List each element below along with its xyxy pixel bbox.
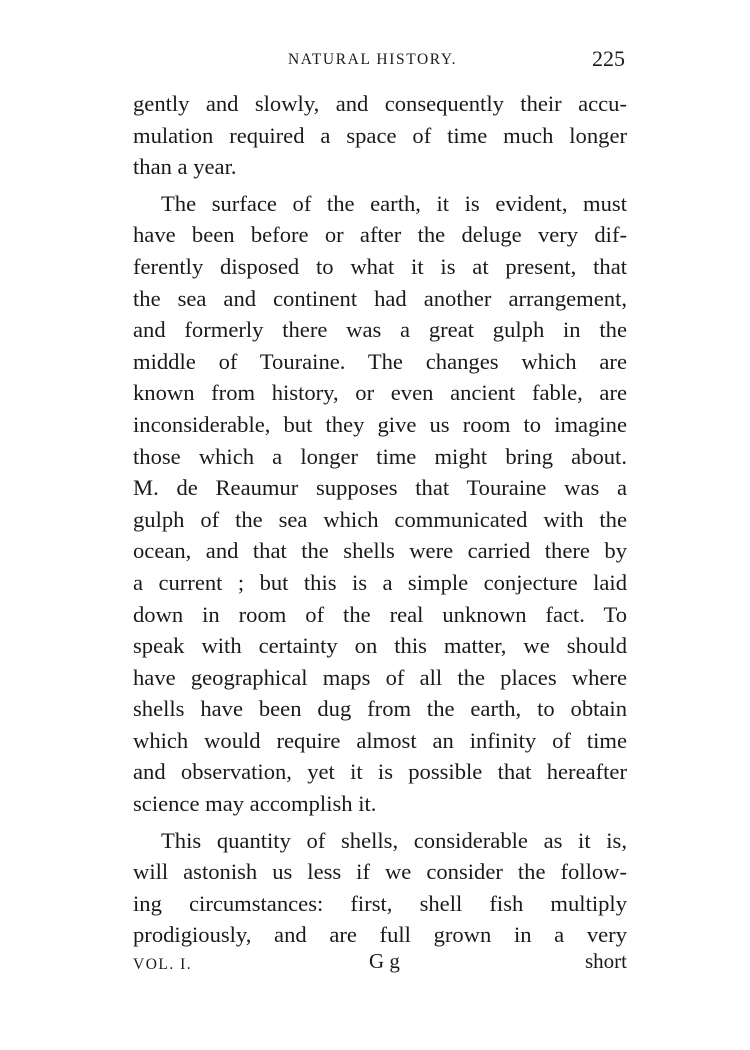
text-line: will astonish us less if we consider the follow- xyxy=(133,859,627,885)
text-line: gulph of the sea which communicated with the xyxy=(133,506,627,532)
catchword: short xyxy=(585,949,627,973)
text-line: This quantity of shells, considerable as it is, xyxy=(161,827,627,853)
paragraph-continued xyxy=(133,88,627,183)
paragraph-quantity-of-shells xyxy=(133,825,627,951)
text-line: than a year. xyxy=(133,154,237,180)
text-line: M. de Reaumur supposes that Touraine was a xyxy=(133,475,627,501)
text-line: ocean, and that the shells were carried there by xyxy=(133,538,627,564)
paragraph-surface-of-earth xyxy=(133,188,627,820)
text-line: and formerly there was a great gulph in the xyxy=(133,317,627,343)
text-line: a current ; but this is a simple conjecture laid xyxy=(133,569,627,595)
text-line: have geographical maps of all the places where xyxy=(133,664,627,690)
text-line: down in room of the real unknown fact. To xyxy=(133,601,627,627)
text-line: shells have been dug from the earth, to obtain xyxy=(133,696,627,722)
text-line: the sea and continent had another arrangement, xyxy=(133,285,627,311)
text-line: have been before or after the deluge very dif- xyxy=(133,222,627,248)
text-line: prodigiously, and are full grown in a very xyxy=(133,922,627,948)
running-title: NATURAL HISTORY. xyxy=(288,51,458,68)
text-line: which would require almost an infinity of time xyxy=(133,727,627,753)
signature-mark: G g xyxy=(369,949,400,973)
text-line: ing circumstances: first, shell fish multiply xyxy=(133,890,627,916)
page-header xyxy=(133,46,625,75)
text-line: middle of Touraine. The changes which are xyxy=(133,348,627,374)
body-text xyxy=(133,88,627,951)
text-line: and observation, yet it is possible that hereafter xyxy=(133,759,627,785)
text-line: mulation required a space of time much longer xyxy=(133,122,627,148)
text-line: known from history, or even ancient fable, are xyxy=(133,380,627,406)
text-line: those which a longer time might bring about. xyxy=(133,443,627,469)
page-number: 225 xyxy=(592,46,625,71)
text-line: The surface of the earth, it is evident, must xyxy=(161,190,627,216)
page-footer xyxy=(133,949,627,979)
volume-signature: VOL. I. xyxy=(133,956,193,973)
text-line: gently and slowly, and consequently their accu- xyxy=(133,91,627,116)
text-line: speak with certainty on this matter, we should xyxy=(133,633,627,659)
text-line: science may accomplish it. xyxy=(133,791,377,817)
text-line: inconsiderable, but they give us room to imagine xyxy=(133,411,627,437)
text-line: ferently disposed to what it is at present, that xyxy=(133,253,627,279)
